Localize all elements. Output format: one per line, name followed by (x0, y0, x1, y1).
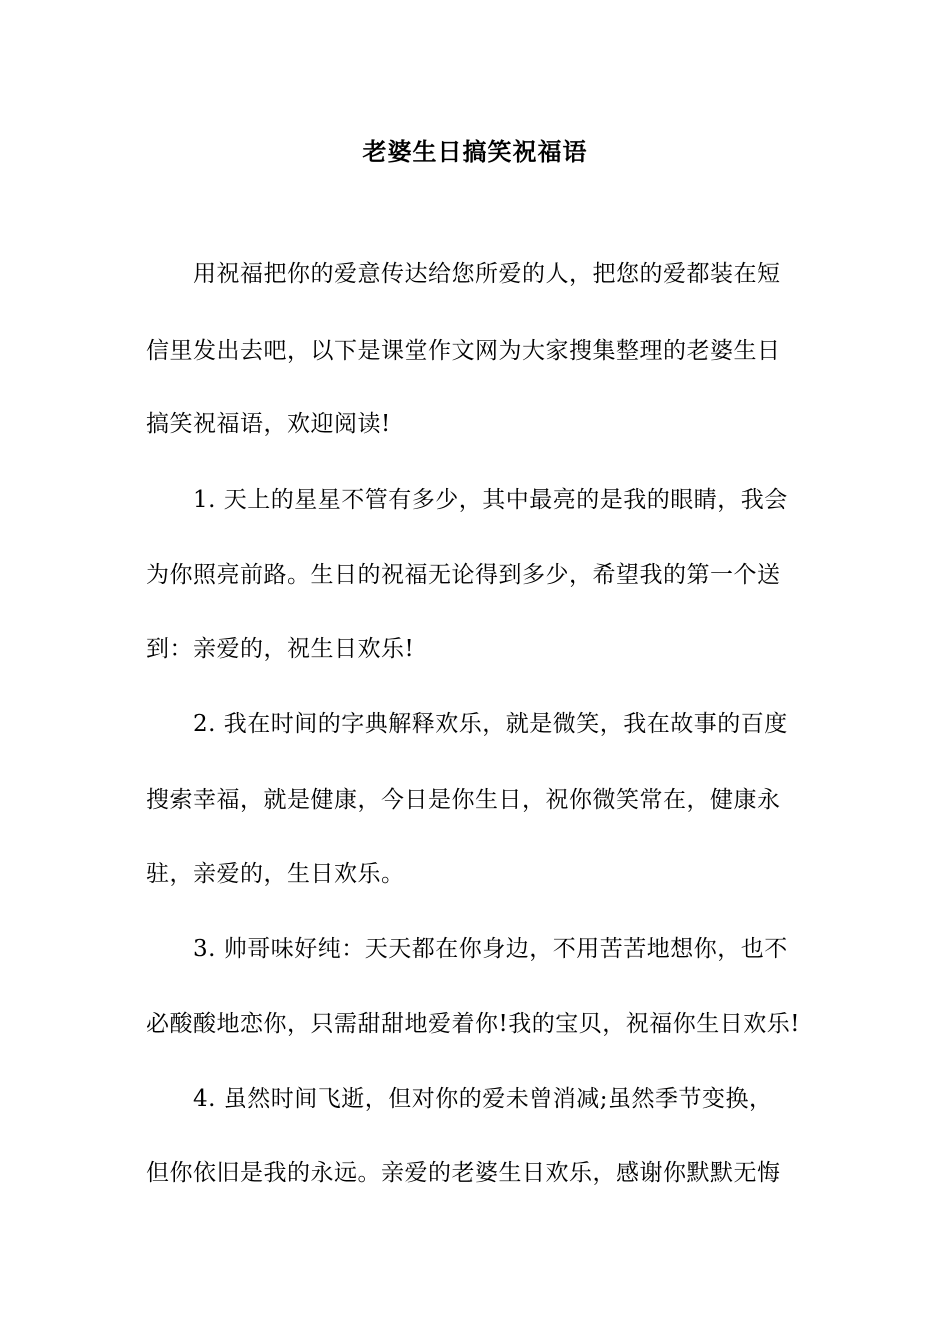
paragraph-line: 驻，亲爱的，生日欢乐。 (146, 861, 405, 887)
paragraph-line: 3. 帅哥味好纯：天天都在你身边，不用苦苦地想你，也不 (193, 936, 788, 962)
paragraph-line: 用祝福把你的爱意传达给您所爱的人，把您的爱都装在短 (193, 261, 781, 287)
paragraph-line: 搜索幸福，就是健康，今日是你生日，祝你微笑常在，健康永 (146, 787, 781, 813)
document-title: 老婆生日搞笑祝福语 (362, 137, 588, 166)
paragraph-line: 为你照亮前路。生日的祝福无论得到多少，希望我的第一个送 (146, 562, 781, 588)
paragraph-line: 必酸酸地恋你，只需甜甜地爱着你!我的宝贝，祝福你生日欢乐! (146, 1011, 800, 1037)
paragraph-line: 4. 虽然时间飞逝，但对你的爱未曾消减;虽然季节变换， (193, 1086, 773, 1112)
paragraph-line: 2. 我在时间的字典解释欢乐，就是微笑，我在故事的百度 (193, 711, 788, 737)
paragraph-line: 但你依旧是我的永远。亲爱的老婆生日欢乐，感谢你默默无悔 (146, 1160, 781, 1186)
paragraph-line: 搞笑祝福语，欢迎阅读! (146, 411, 391, 437)
paragraph-line: 1. 天上的星星不管有多少，其中最亮的是我的眼睛，我会 (193, 487, 788, 513)
paragraph-line: 到：亲爱的，祝生日欢乐! (146, 636, 415, 662)
paragraph-line: 信里发出去吧，以下是课堂作文网为大家搜集整理的老婆生日 (146, 338, 781, 364)
